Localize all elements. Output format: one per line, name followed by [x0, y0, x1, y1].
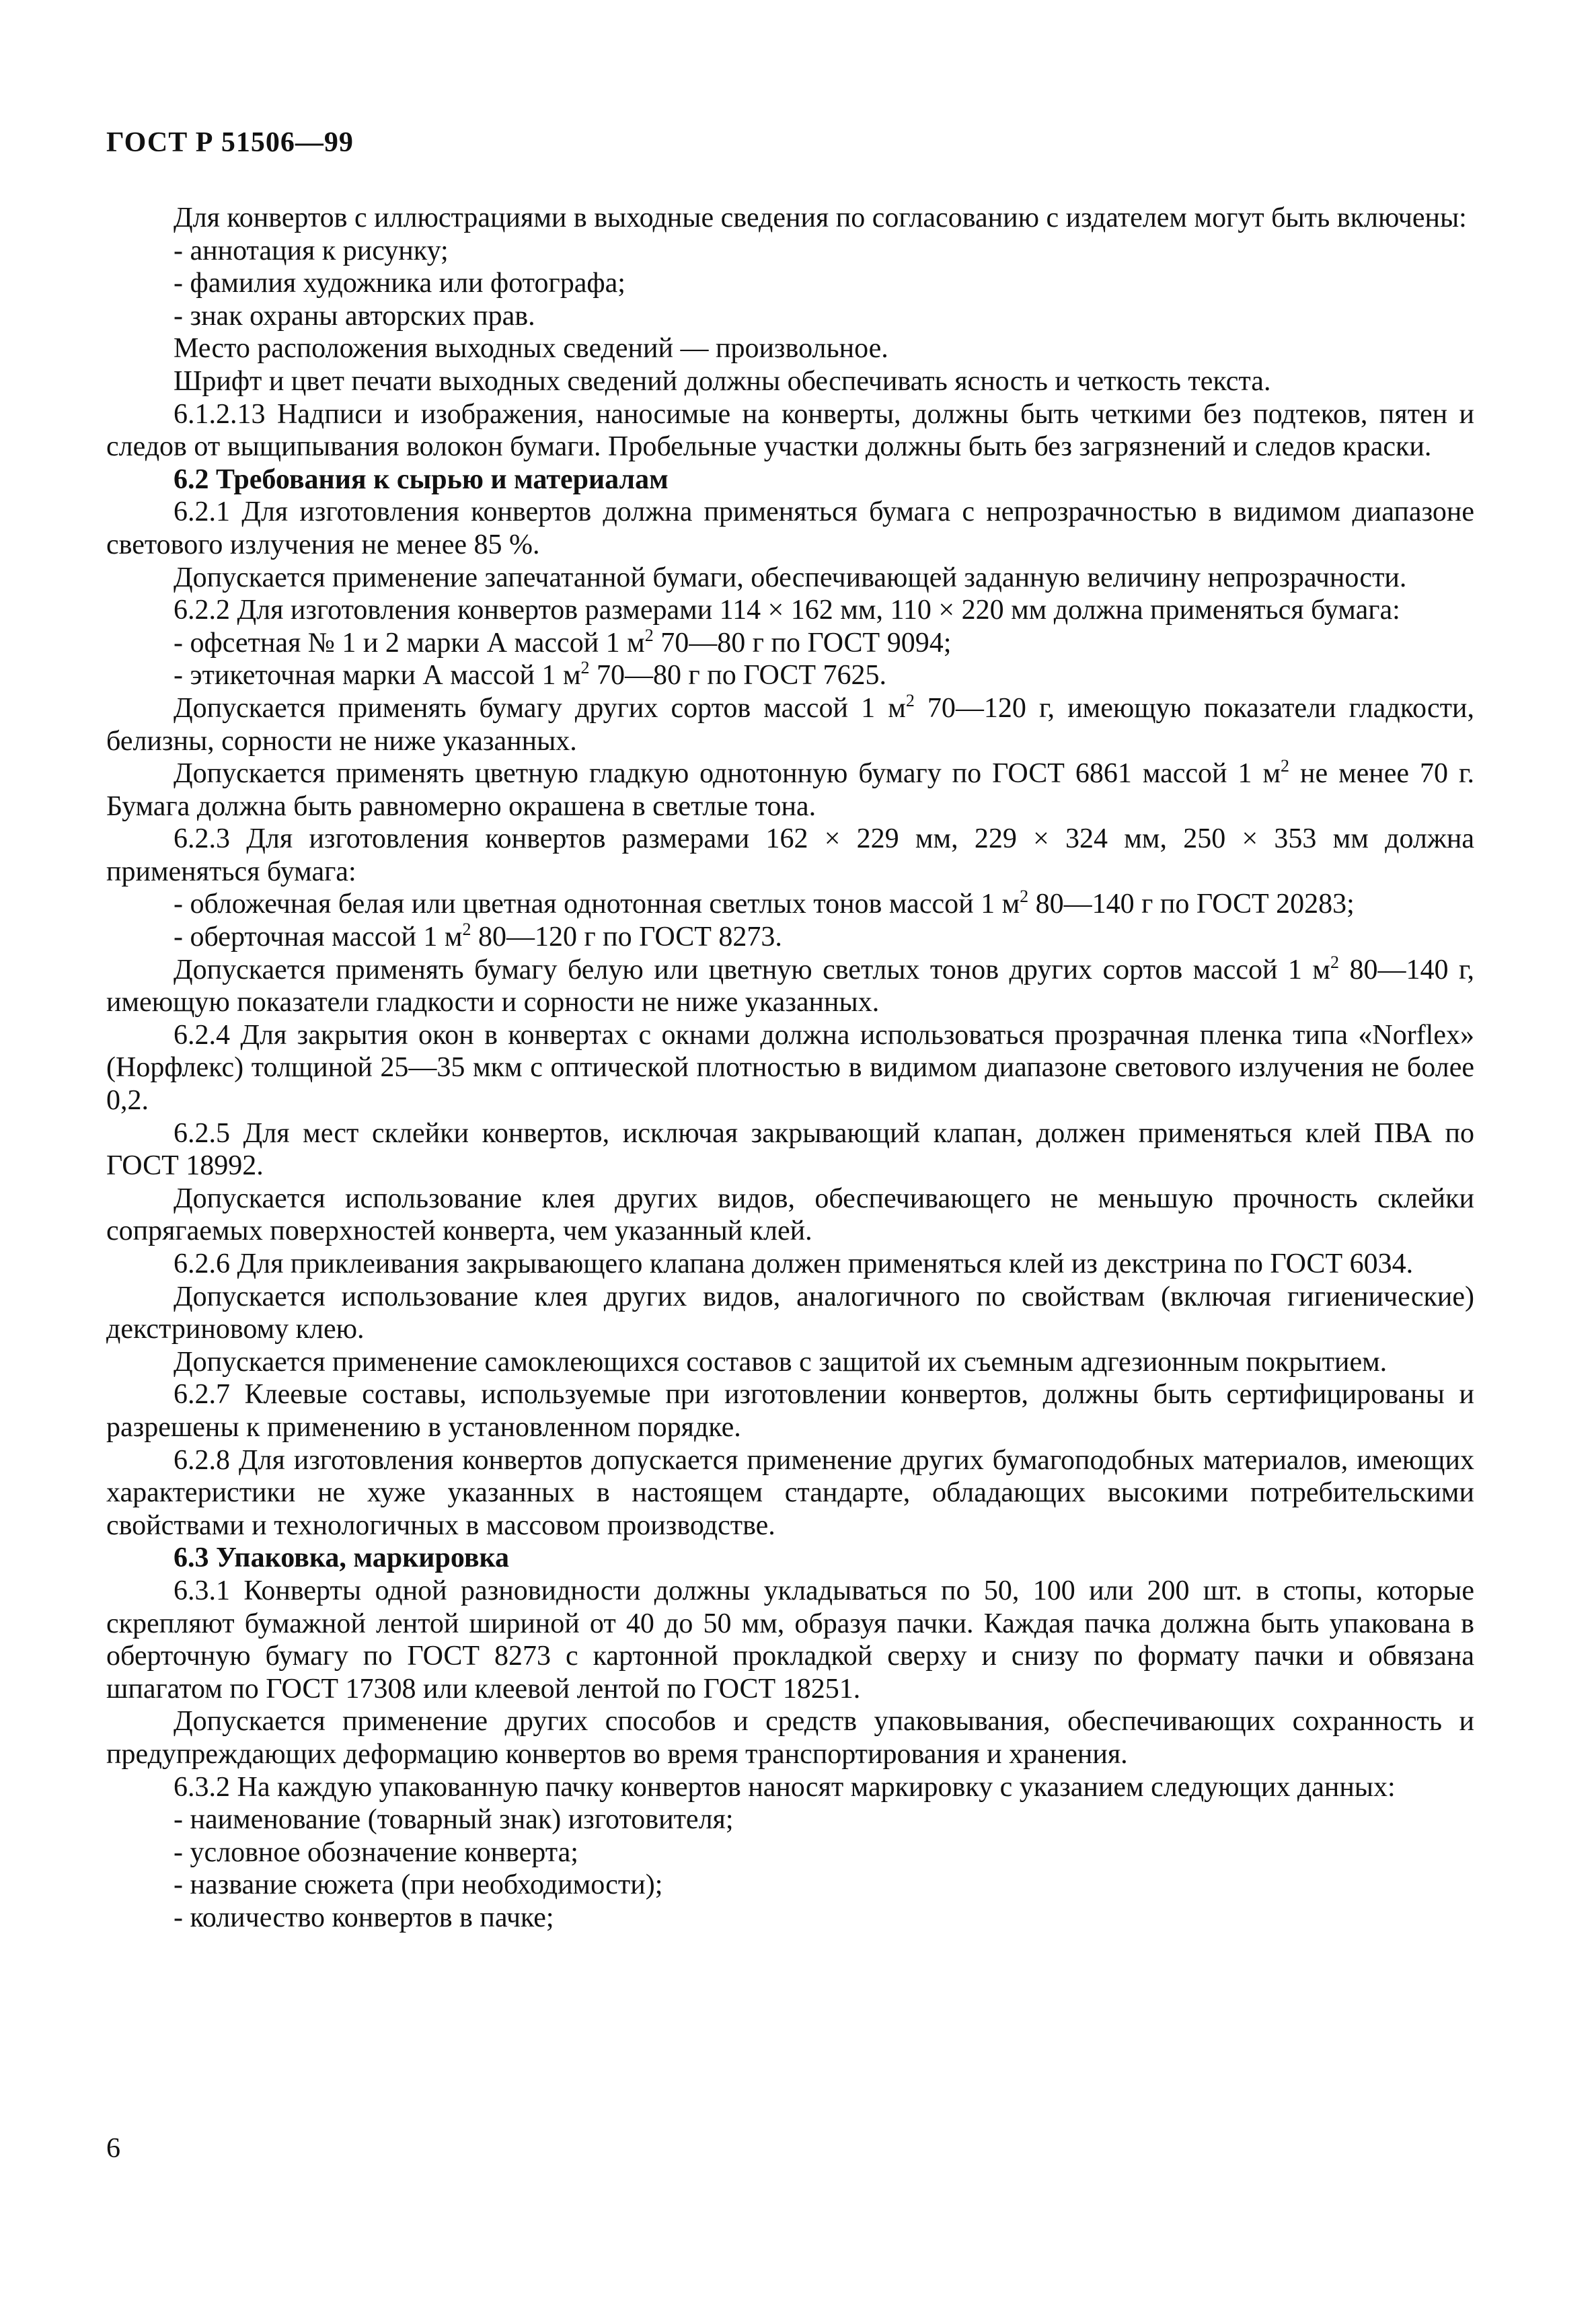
- paragraph: Допускается использование клея других видов, обеспечивающего не меньшую прочность склейки сопрягаемых поверхностей конверта, чем указанный клей.: [106, 1183, 1474, 1247]
- list-item: - аннотация к рисунку;: [174, 235, 449, 266]
- superscript-two: 2: [905, 690, 915, 710]
- superscript-two: 2: [644, 625, 654, 645]
- section-heading: 6.3 Упаковка, маркировка: [174, 1542, 510, 1574]
- list-item: - количество конвертов в пачке;: [174, 1902, 554, 1933]
- paragraph: 6.3.1 Конверты одной разновидности должны укладываться по 50, 100 или 200 шт. в стопы, которые скрепляют бумажной лентой шириной от 40 до 50 мм, образуя пачки. Каждая пачка должна быть упакована в оберточную бумагу по ГОСТ 8273 с картонной прокладкой сверху и снизу по формату пачки и обвязана шпагатом по ГОСТ 17308 или клеевой лентой по ГОСТ 18251.: [106, 1575, 1474, 1705]
- paragraph: 6.2.2 Для изготовления конвертов размерами 114 × 162 мм, 110 × 220 мм должна применяться бумага:: [174, 595, 1400, 626]
- paragraph: Допускается применять цветную гладкую однотонную бумагу по ГОСТ 6861 массой 1 $м^2$ не менее 70 г. Бумага должна быть равномерно окрашена в светлые тона.: [106, 756, 1474, 822]
- document-code-header: ГОСТ Р 51506—99: [106, 127, 354, 158]
- superscript-two: 2: [1330, 952, 1340, 972]
- list-item: - этикеточная марки А массой 1 $м^2$ 70—80 г по ГОСТ 7625.: [174, 658, 886, 692]
- list-item: - офсетная № 1 и 2 марки А массой 1 $м^2$ 70—80 г по ГОСТ 9094;: [174, 625, 952, 659]
- list-item: - оберточная массой 1 $м^2$ 80—120 г по ГОСТ 8273.: [174, 920, 782, 953]
- paragraph: 6.1.2.13 Надписи и изображения, наносимые на конверты, должны быть четкими без подтеков, пятен и следов от выщипывания волокон бумаги. Пробельные участки должны быть без загрязнений и следов краски.: [106, 398, 1474, 463]
- paragraph: Допускается применять бумагу других сортов массой 1 $м^2$ 70—120 г, имеющую показатели гладкости, белизны, сорности не ниже указанных.: [106, 690, 1474, 757]
- paragraph: Допускается использование клея других видов, аналогичного по свойствам (включая гигиенические) декстриновому клею.: [106, 1281, 1474, 1345]
- list-item: - условное обозначение конверта;: [174, 1836, 578, 1868]
- superscript-two: 2: [1281, 756, 1290, 776]
- page-number: 6: [106, 2133, 120, 2164]
- paragraph: 6.2.6 Для приклеивания закрывающего клапана должен применяться клей из декстрина по ГОСТ 6034.: [174, 1248, 1414, 1279]
- section-heading: 6.2 Требования к сырью и материалам: [174, 463, 669, 495]
- list-item: - фамилия художника или фотографа;: [174, 268, 625, 299]
- paragraph: Допускается применение самоклеющихся составов с защитой их съемным адгезионным покрытием.: [174, 1346, 1388, 1378]
- superscript-two: 2: [462, 920, 471, 940]
- list-item: - обложечная белая или цветная однотонная светлых тонов массой 1 $м^2$ 80—140 г по ГОСТ 20283;: [174, 887, 1355, 920]
- paragraph: Допускается применение запечатанной бумаги, обеспечивающей заданную величину непрозрачности.: [174, 562, 1407, 593]
- paragraph: 6.2.8 Для изготовления конвертов допускается применение других бумагоподобных материалов, имеющих характеристики не хуже указанных в настоящем стандарте, обладающих высокими потребительскими свойствами и технологичных в массовом производстве.: [106, 1444, 1474, 1541]
- paragraph: Допускается применять бумагу белую или цветную светлых тонов других сортов массой 1 $м^2$ 80—140 г, имеющую показатели гладкости и сорности не ниже указанных.: [106, 952, 1474, 1018]
- paragraph: Допускается применение других способов и средств упаковывания, обеспечивающих сохранность и предупреждающих деформацию конвертов во время транспортирования и хранения.: [106, 1706, 1474, 1770]
- paragraph: 6.2.4 Для закрытия окон в конвертах с окнами должна использоваться прозрачная пленка типа «Norflex» (Норфлекс) толщиной 25—35 мкм с оптической плотностью в видимом диапазоне светового излучения не более 0,2.: [106, 1019, 1474, 1117]
- paragraph: Шрифт и цвет печати выходных сведений должны обеспечивать ясность и четкость текста.: [174, 365, 1271, 397]
- paragraph: 6.2.5 Для мест склейки конвертов, исключая закрывающий клапан, должен применяться клей ПВА по ГОСТ 18992.: [106, 1117, 1474, 1182]
- paragraph: 6.3.2 На каждую упакованную пачку конвертов наносят маркировку с указанием следующих данных:: [174, 1771, 1396, 1803]
- list-item: - название сюжета (при необходимости);: [174, 1869, 663, 1901]
- paragraph: 6.2.7 Клеевые составы, используемые при изготовлении конвертов, должны быть сертифицированы и разрешены к применению в установленном порядке.: [106, 1379, 1474, 1443]
- superscript-two: 2: [1020, 887, 1029, 907]
- paragraph: 6.2.3 Для изготовления конвертов размерами 162 × 229 мм, 229 × 324 мм, 250 × 353 мм должна применяться бумага:: [106, 823, 1474, 887]
- list-item: - знак охраны авторских прав.: [174, 300, 535, 332]
- superscript-two: 2: [580, 658, 590, 678]
- paragraph: 6.2.1 Для изготовления конвертов должна применяться бумага с непрозрачностью в видимом диапазоне светового излучения не менее 85 %.: [106, 496, 1474, 560]
- paragraph: Место расположения выходных сведений — произвольное.: [174, 333, 888, 365]
- list-item: - наименование (товарный знак) изготовителя;: [174, 1804, 734, 1836]
- paragraph: Для конвертов с иллюстрациями в выходные сведения по согласованию с издателем могут быть включены:: [174, 202, 1467, 233]
- document-body: [106, 202, 1474, 1934]
